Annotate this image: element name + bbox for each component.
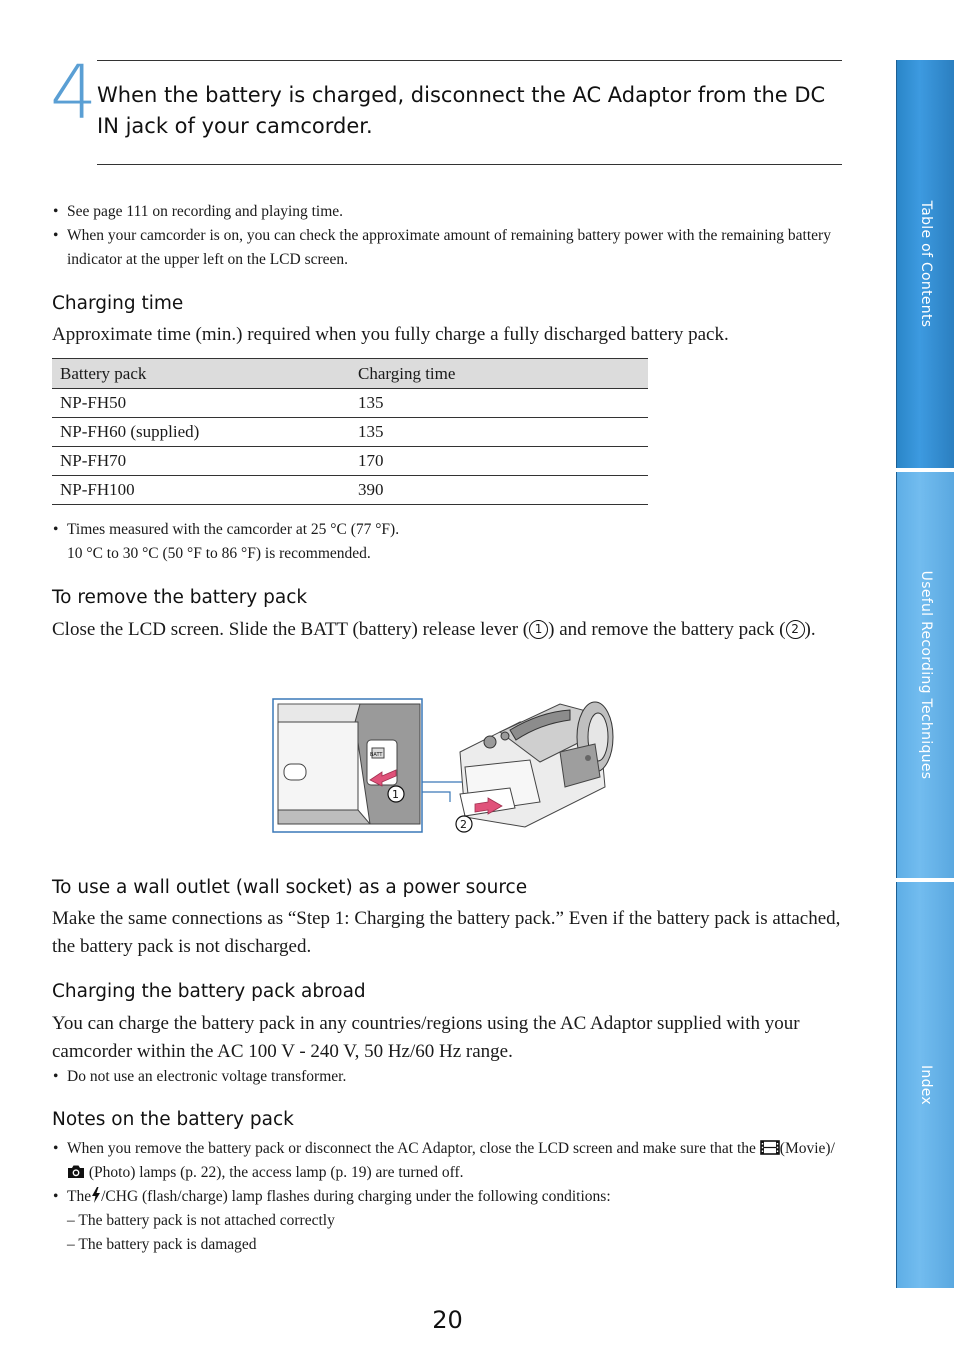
charging-time-heading: Charging time [52,293,184,314]
tab-table-of-contents[interactable] [896,60,954,468]
remove-text-part: ). [804,619,816,640]
step-bottom-rule [97,164,842,165]
abroad-text: You can charge the battery pack in any countries/regions using the AC Adaptor supplied with your camcorder within the AC 100 V - 240 V, 50 Hz/60 Hz range. [52,1013,800,1062]
charging-time-table [52,358,648,505]
table-cell: 135 [350,418,648,447]
table-header-cell: Battery pack [52,359,350,389]
remove-battery-heading: To remove the battery pack [52,587,308,608]
wall-outlet-heading: To use a wall outlet (wall socket) as a power source [52,877,528,898]
list-item [52,1137,844,1185]
table-row [52,476,648,505]
list-item-continued: 10 °C to 30 °C (50 °F to 86 °F) is recommended. [67,545,371,562]
step-instruction: When the battery is charged, disconnect the AC Adaptor from the DC IN jack of your camcorder. [97,83,826,138]
list-item: • When your camcorder is on, you can check the approximate amount of remaining battery power with the remaining battery indicator at the upper left on the LCD screen. [52,224,844,272]
battery-notes-list [52,1137,844,1257]
page-number: 20 [432,1306,463,1334]
note-text: (Movie)/ [779,1140,835,1157]
notes-top-list [52,200,844,272]
note-text: /CHG (flash/charge) lamp flashes during charging under the following conditions: [101,1188,611,1205]
table-row [52,418,648,447]
list-item: • Do not use an electronic voltage transformer. [52,1065,844,1089]
tab-useful-recording-techniques[interactable] [896,472,954,878]
table-row [52,389,648,418]
note-text: When you remove the battery pack or disconnect the AC Adaptor, close the LCD screen and make sure that the [67,1140,756,1157]
table-cell: NP-FH60 (supplied) [52,418,350,447]
flash-icon [91,1187,101,1203]
charging-time-intro: Approximate time (min.) required when you fully charge a fully discharged battery pack. [52,324,729,345]
list-item-sub: – The battery pack is not attached correctly [67,1212,335,1229]
abroad-heading: Charging the battery pack abroad [52,981,366,1002]
step-number: 4 [50,50,98,136]
table-cell: 390 [350,476,648,505]
table-header-row [52,359,648,389]
list-item: • See page 111 on recording and playing time. [52,200,844,224]
charging-time-notes [52,518,844,566]
table-cell: 170 [350,447,648,476]
remove-text-part: Close the LCD screen. Slide the BATT (battery) release lever ( [52,619,530,640]
note-text: The [67,1188,92,1205]
remove-battery-text [52,616,822,644]
tab-label: Table of Contents [918,200,934,328]
table-row [52,447,648,476]
callout-1: 1 [392,788,399,801]
tab-label: Useful Recording Techniques [918,570,934,780]
list-item-sub: – The battery pack is damaged [67,1236,257,1253]
tab-index[interactable] [896,882,954,1288]
table-header-cell: Charging time [350,359,648,389]
wall-outlet-text: Make the same connections as “Step 1: Charging the battery pack.” Even if the battery pack is attached, the battery pack is not discharged. [52,908,841,957]
table-cell: NP-FH100 [52,476,350,505]
remove-text-part: ) and remove the battery pack ( [548,619,786,640]
table-cell: NP-FH70 [52,447,350,476]
abroad-notes [52,1065,844,1089]
battery-notes-heading: Notes on the battery pack [52,1109,294,1130]
callout-2: 2 [460,818,467,831]
circled-number-1: 1 [529,620,548,639]
table-cell: 135 [350,389,648,418]
table-cell: NP-FH50 [52,389,350,418]
list-item [52,1185,844,1209]
movie-icon [760,1140,780,1155]
photo-icon [67,1164,85,1179]
circled-number-2: 2 [786,620,805,639]
batt-lever-label: BATT [370,752,383,758]
step-top-rule [97,60,842,61]
tab-label: Index [918,1064,934,1106]
note-text: (Photo) lamps (p. 22), the access lamp (p. 19) are turned off. [88,1164,464,1181]
list-item: • Times measured with the camcorder at 25 °C (77 °F). [52,518,844,542]
battery-removal-illustration [270,692,630,842]
